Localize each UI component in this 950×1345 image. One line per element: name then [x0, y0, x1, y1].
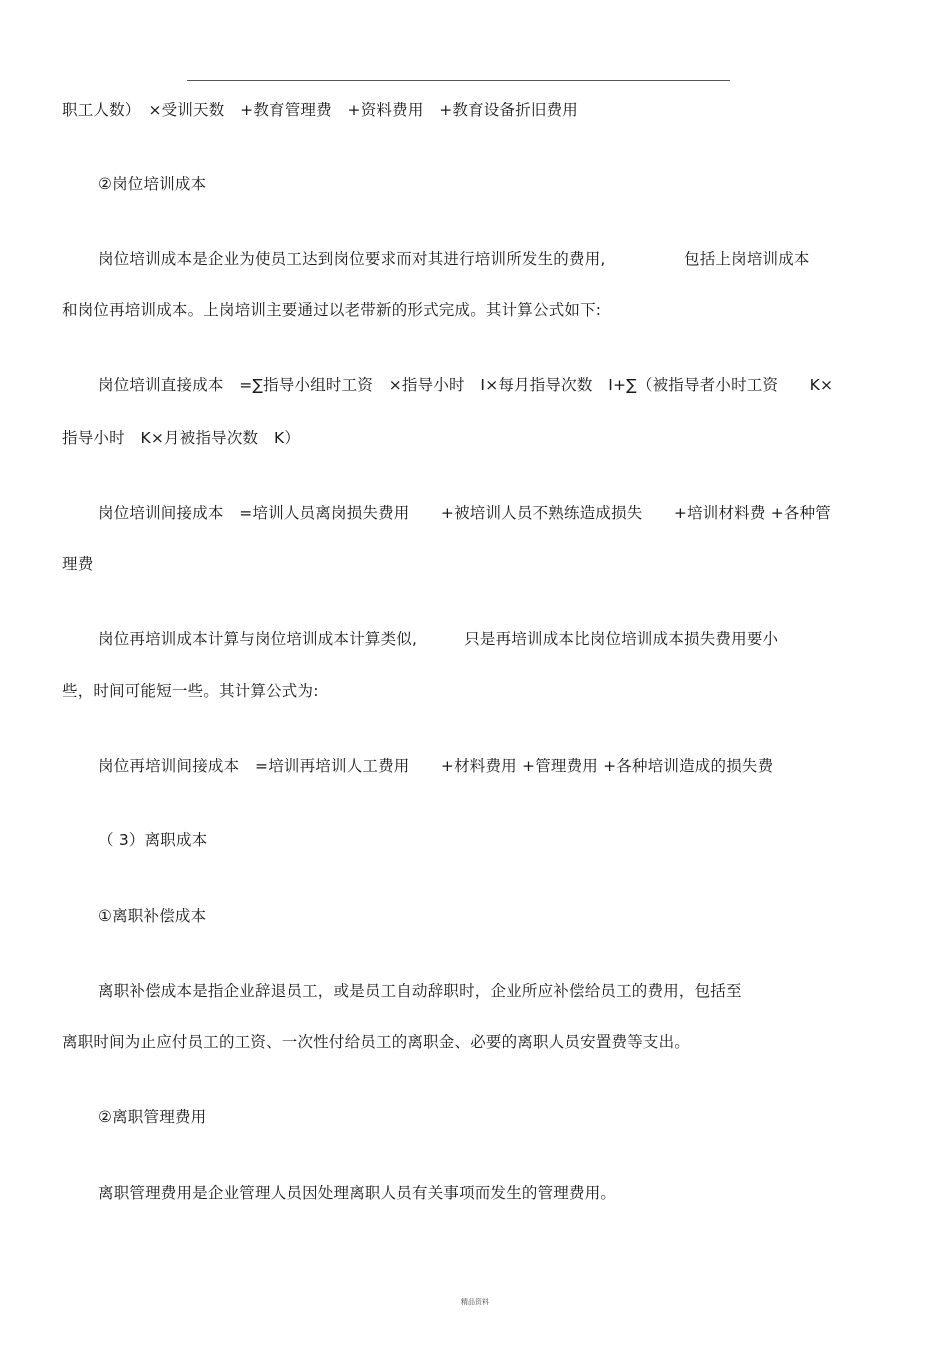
- formula-line: 指导小时 K×月被指导次数 K）: [62, 429, 301, 447]
- paragraph-line: 离职补偿成本是指企业辞退员工，或是员工自动辞职时，企业所应补偿给员工的费用，包括至: [98, 982, 742, 1000]
- paragraph-line: 岗位再培训成本计算与岗位培训成本计算类似, 只是再培训成本比岗位培训成本损失费用要小: [98, 630, 779, 648]
- paragraph-line: 些，时间可能短一些。其计算公式为:: [62, 682, 319, 700]
- paragraph-line: 职工人数） ×受训天数 +教育管理费 +资料费用 +教育设备折旧费用: [62, 101, 579, 119]
- header-rule: [187, 80, 730, 81]
- paragraph-line: 和岗位再培训成本。上岗培训主要通过以老带新的形式完成。其计算公式如下:: [62, 301, 602, 319]
- paragraph-line: 离职管理费用是企业管理人员因处理离职人员有关事项而发生的管理费用。: [98, 1184, 617, 1202]
- formula-line: 岗位培训间接成本 =培训人员离岗损失费用 +被培训人员不熟练造成损失 +培训材料费 +各种管: [98, 504, 831, 522]
- paragraph-line: 离职时间为止应付员工的工资、一次性付给员工的离职金、必要的离职人员安置费等支出。: [62, 1033, 691, 1051]
- section-heading: （ 3）离职成本: [98, 831, 208, 849]
- paragraph-line: 岗位培训成本是企业为使员工达到岗位要求而对其进行培训所发生的费用, 包括上岗培训成本: [98, 250, 810, 268]
- section-heading: ①离职补偿成本: [98, 907, 207, 925]
- section-heading: ②岗位培训成本: [98, 175, 207, 193]
- section-heading: ②离职管理费用: [98, 1108, 207, 1126]
- formula-line: 岗位再培训间接成本 =培训再培训人工费用 +材料费用 +管理费用 +各种培训造成的损失费: [98, 757, 774, 775]
- formula-line: 理费: [62, 555, 94, 573]
- page-footer: 精品资料: [461, 1298, 489, 1306]
- formula-line: 岗位培训直接成本 =∑指导小组时工资 ×指导小时 I×每月指导次数 I+∑（被指导者小时工资 K×: [98, 376, 834, 394]
